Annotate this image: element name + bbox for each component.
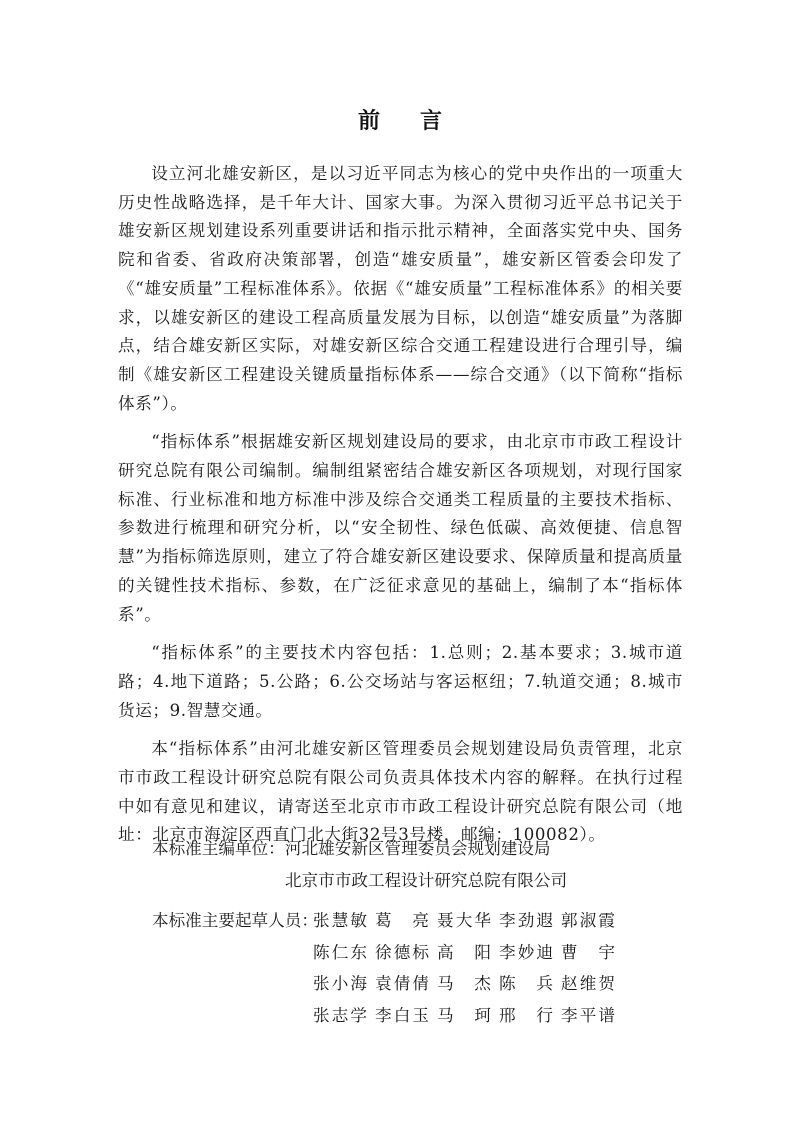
drafter-name: 赵 维 贺 — [561, 974, 615, 993]
title-char: 言 — [420, 109, 443, 134]
drafter-name: 高 阳 — [437, 942, 491, 962]
drafter-name: 葛 亮 — [375, 911, 429, 930]
title-char: 前 — [357, 109, 380, 134]
drafters-row — [313, 905, 623, 937]
drafter-name: 曹 宇 — [561, 942, 615, 962]
drafter-name: 张 小 海 — [313, 974, 367, 993]
preface-body — [118, 160, 683, 860]
drafters-names — [313, 905, 623, 1031]
drafter-name: 聂 大 华 — [437, 911, 491, 930]
paragraph: 本“指标体系”由河北雄安新区管理委员会规划建设局负责管理，北京市市政工程设计研究总院有限公司负责具体技术内容的解释。在执行过程中如有意见和建议，请寄送至北京市市政工程设计研究总院有限公司（地址：北京市海淀区西直门北大街32号3号楼，邮编：100082）。 — [118, 739, 683, 845]
drafter-name: 邢 行 — [499, 1005, 553, 1025]
drafter-name: 李 妙 迪 — [499, 942, 553, 962]
drafter-name: 李 劲 遐 — [499, 911, 553, 930]
drafter-name: 马 珂 — [437, 1005, 491, 1025]
drafter-name: 袁 倩 倩 — [375, 974, 429, 993]
drafter-name: 郭 淑 霞 — [561, 911, 615, 930]
chief-editor-label: 本标准主编单位： — [152, 839, 285, 858]
page-title — [0, 104, 800, 135]
paragraph: 设立河北雄安新区，是以习近平同志为核心的党中央作出的一项重大历史性战略选择，是千年大计、国家大事。为深入贯彻习近平总书记关于雄安新区规划建设系列重要讲话和指示批示精神，全面落实党中央、国务院和省委、省政府决策部署，创造“雄安质量”，雄安新区管委会印发了《“雄安质量”工程标准体系》。依据《“雄安质量”工程标准体系》的相关要求，以雄安新区的建设工程高质量发展为目标，以创造“雄安质量”为落脚点，结合雄安新区实际，对雄安新区综合交通工程建设进行合理引导，编制《雄安新区工程建设关键质量指标体系——综合交通》（以下简称“指标体系”）。 — [118, 164, 683, 413]
drafter-name: 马 杰 — [437, 974, 491, 993]
drafter-name: 李 平 谱 — [561, 1005, 615, 1025]
chief-editor-org: 河北雄安新区管理委员会规划建设局 — [285, 839, 551, 858]
chief-editor-org: 北京市市政工程设计研究总院有限公司 — [285, 871, 568, 890]
drafters-row — [313, 937, 623, 969]
paragraph: “指标体系”的主要技术内容包括：1.总则；2.基本要求；3.城市道路；4.地下道路；5.公路；6.公交场站与客运枢纽；7.轨道交通；8.城市货运；9.智慧交通。 — [118, 643, 683, 720]
drafter-name: 徐 德 标 — [375, 942, 429, 962]
drafters-block — [152, 905, 623, 1031]
drafters-row — [313, 1000, 623, 1032]
paragraph: “指标体系”根据雄安新区规划建设局的要求，由北京市市政工程设计研究总院有限公司编制。编制组紧密结合雄安新区各项规划，对现行国家标准、行业标准和地方标准中涉及综合交通类工程质量的主要技术指标、参数进行梳理和研究分析，以“安全韧性、绿色低碳、高效便捷、信息智慧”为指标筛选原则，建立了符合雄安新区建设要求、保障质量和提高质量的关键性技术指标、参数，在广泛征求意见的基础上，编制了本“指标体系”。 — [118, 432, 683, 624]
drafter-name: 陈 仁 东 — [313, 942, 367, 962]
chief-editor-block — [152, 833, 567, 897]
drafter-name: 李 白 玉 — [375, 1005, 429, 1025]
drafter-name: 张 慧 敏 — [313, 911, 367, 930]
drafter-name: 张 志 学 — [313, 1005, 367, 1025]
drafters-label: 本标准主要起草人员： — [152, 911, 318, 930]
drafter-name: 陈 兵 — [499, 974, 553, 993]
drafters-row — [313, 968, 623, 1000]
